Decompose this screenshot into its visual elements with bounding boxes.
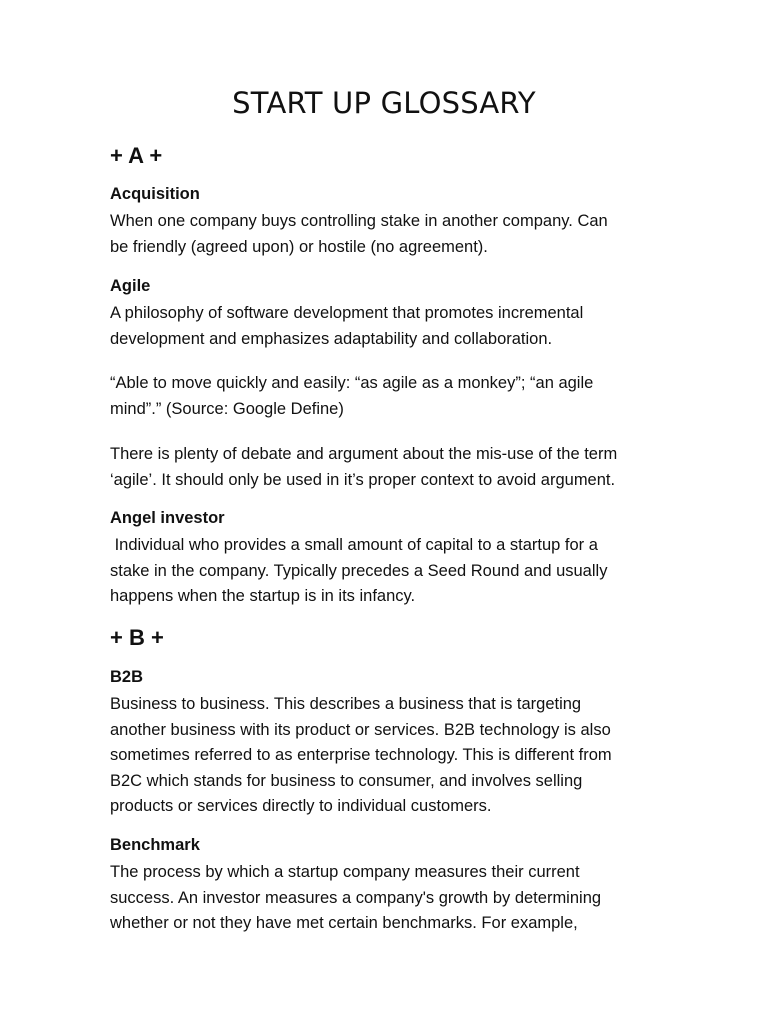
term-benchmark: Benchmark xyxy=(110,836,200,854)
definition-benchmark xyxy=(110,860,670,937)
text-line: Individual who provides a small amount of capital to a startup for a xyxy=(110,536,598,554)
section-letter-a: + A + xyxy=(110,143,163,168)
term-b2b: B2B xyxy=(110,668,144,686)
text-line: be friendly (agreed upon) or hostile (no agreement). xyxy=(110,237,488,256)
definition-agile-2 xyxy=(110,371,670,422)
text-line: products or services directly to individual customers. xyxy=(110,797,492,815)
text-line: Business to business. This describes a business that is targeting xyxy=(110,695,582,713)
definition-agile-3 xyxy=(110,442,670,493)
page-title: START UP GLOSSARY xyxy=(232,86,536,120)
definition-b2b xyxy=(110,692,670,820)
term-agile: Agile xyxy=(110,277,151,295)
text-line: happens when the startup is in its infancy. xyxy=(110,587,416,605)
text-line: development and emphasizes adaptability and collaboration. xyxy=(110,329,553,348)
section-letter-b: + B + xyxy=(110,625,164,650)
text-line: There is plenty of debate and argument about the mis-use of the term xyxy=(110,445,618,463)
text-line: stake in the company. Typically precedes a Seed Round and usually xyxy=(110,561,608,580)
text-line: sometimes referred to as enterprise technology. This is different from xyxy=(110,746,612,764)
text-line: “Able to move quickly and easily: “as agile as a monkey”; “an agile xyxy=(110,374,594,392)
text-line: A philosophy of software development that promotes incremental xyxy=(110,304,584,322)
definition-acquisition xyxy=(110,209,670,260)
text-line: ‘agile’. It should only be used in it’s proper context to avoid argument. xyxy=(110,470,616,489)
definition-agile-1 xyxy=(110,301,670,352)
text-line: The process by which a startup company measures their current xyxy=(110,863,580,881)
term-angel-investor: Angel investor xyxy=(110,509,225,527)
text-line: When one company buys controlling stake in another company. Can xyxy=(110,212,608,230)
text-line: B2C which stands for business to consumer, and involves selling xyxy=(110,771,583,790)
text-line: another business with its product or services. B2B technology is also xyxy=(110,720,611,739)
term-acquisition: Acquisition xyxy=(110,185,200,203)
text-line: success. An investor measures a company's growth by determining xyxy=(110,888,602,907)
definition-angel-investor xyxy=(110,533,670,610)
text-line: mind”.” (Source: Google Define) xyxy=(110,399,344,418)
text-line: whether or not they have met certain benchmarks. For example, xyxy=(110,914,578,932)
